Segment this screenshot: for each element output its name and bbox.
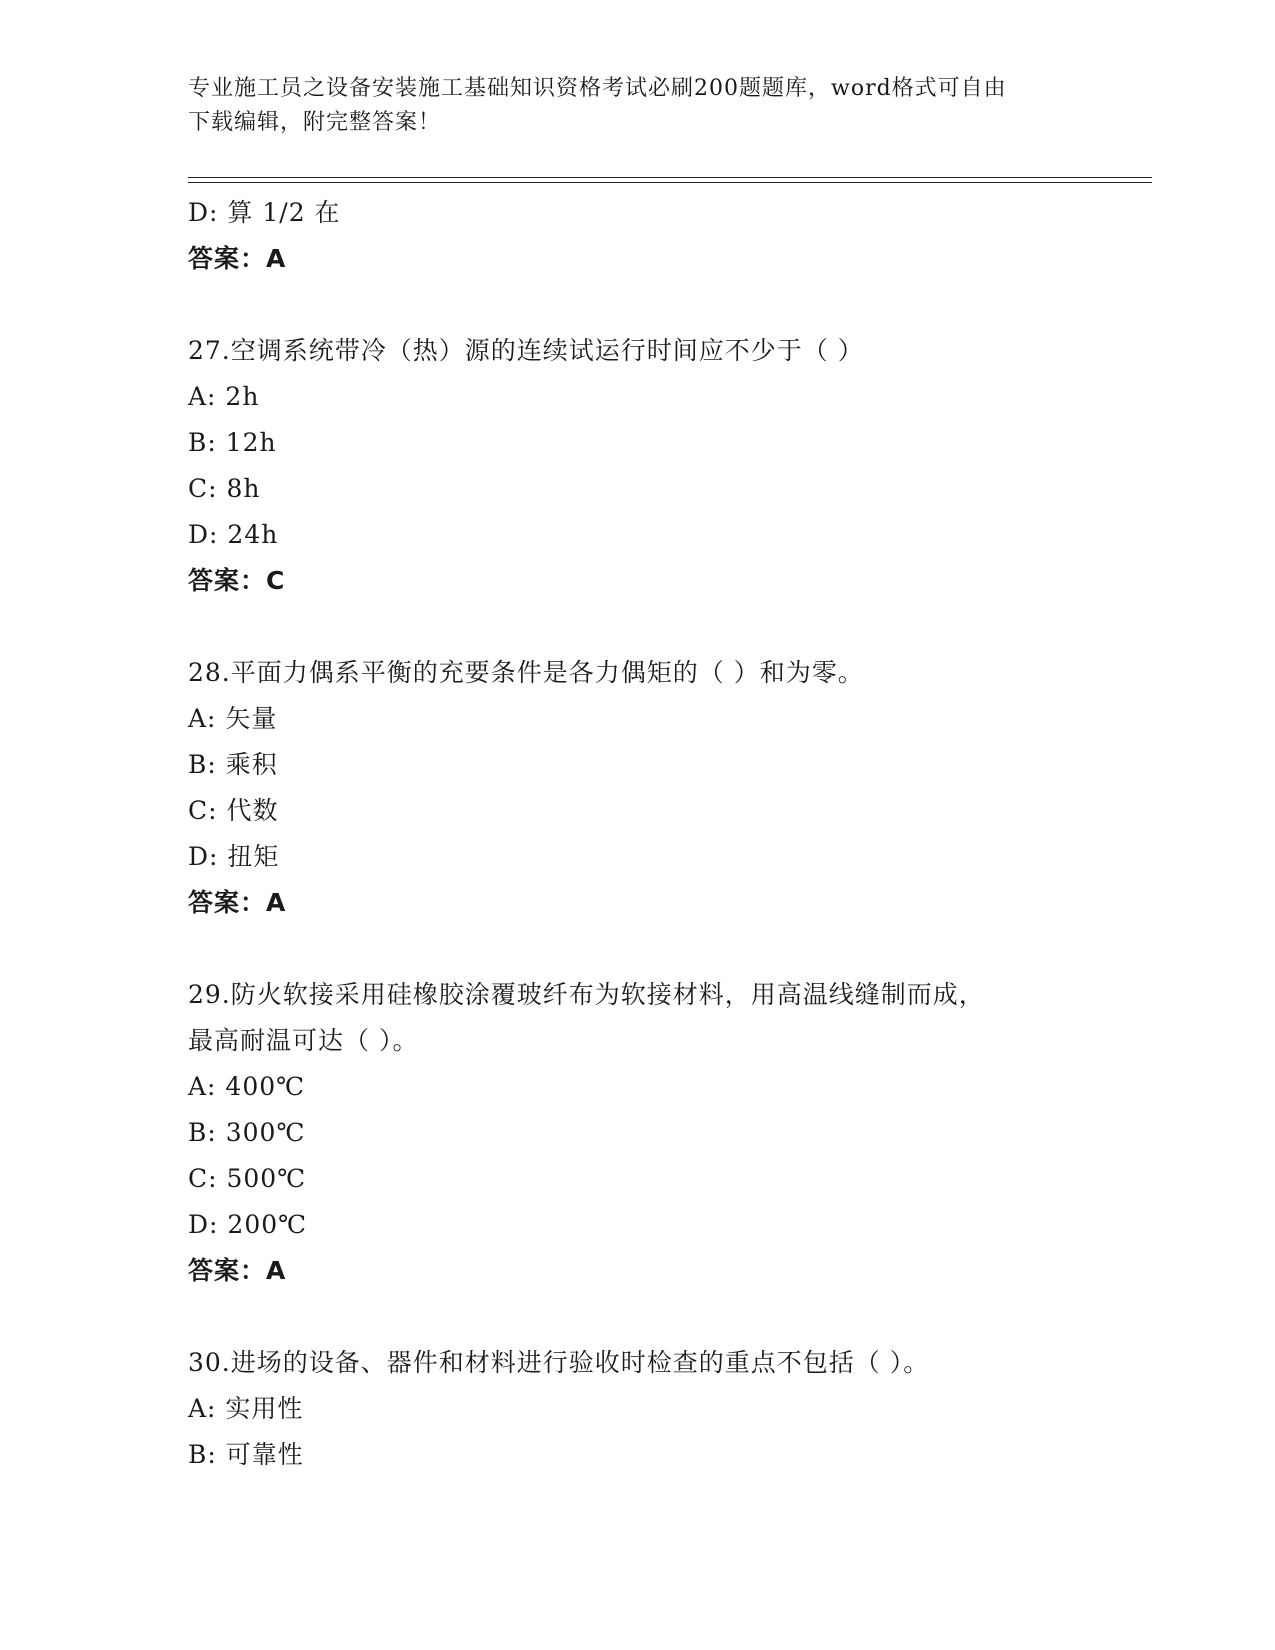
- spacer: [188, 282, 1148, 328]
- option-b: B: 乘积: [188, 750, 278, 779]
- answer: 答案：C: [188, 566, 286, 595]
- header-rule-bottom: [188, 182, 1152, 183]
- answer: 答案：A: [188, 888, 287, 917]
- header-title-line-2: 下载编辑，附完整答案！: [188, 110, 442, 135]
- option-b: B: 可靠性: [188, 1440, 304, 1469]
- option-a: A: 实用性: [188, 1394, 304, 1423]
- spacer: [188, 926, 1148, 972]
- answer: 答案：A: [188, 244, 287, 273]
- option-d: D: 扭矩: [188, 842, 280, 871]
- document-body: [188, 190, 1148, 1478]
- option-a: A: 400℃: [188, 1072, 306, 1101]
- question-stem: 30.进场的设备、器件和材料进行验收时检查的重点不包括（ ）。: [188, 1348, 930, 1377]
- option-c: C: 代数: [188, 796, 279, 825]
- option-a: A: 矢量: [188, 704, 278, 733]
- option-d: D: 24h: [188, 520, 279, 549]
- option-d: D: 算 1/2 在: [188, 198, 341, 227]
- document-header: [188, 72, 1088, 140]
- option-b: B: 300℃: [188, 1118, 306, 1147]
- answer: 答案：A: [188, 1256, 287, 1285]
- question-stem: 28.平面力偶系平衡的充要条件是各力偶矩的（ ）和为零。: [188, 658, 864, 687]
- option-d: D: 200℃: [188, 1210, 308, 1239]
- option-a: A: 2h: [188, 382, 260, 411]
- question-30: [188, 1340, 1148, 1478]
- question-29: [188, 972, 1148, 1294]
- question-26-tail: [188, 190, 1148, 282]
- question-stem-line-1: 29.防火软接采用硅橡胶涂覆玻纤布为软接材料，用高温线缝制而成，: [188, 980, 985, 1009]
- spacer: [188, 604, 1148, 650]
- header-title-line-1: 专业施工员之设备安装施工基础知识资格考试必刷200题题库，word格式可自由: [188, 76, 1007, 101]
- option-c: C: 500℃: [188, 1164, 307, 1193]
- option-c: C: 8h: [188, 474, 261, 503]
- option-b: B: 12h: [188, 428, 277, 457]
- question-stem: 27.空调系统带冷（热）源的连续试运行时间应不少于（ ）: [188, 336, 864, 365]
- spacer: [188, 1294, 1148, 1340]
- header-rule-top: [188, 177, 1152, 178]
- question-27: [188, 328, 1148, 604]
- question-stem-line-2: 最高耐温可达（ ）。: [188, 1026, 419, 1055]
- question-28: [188, 650, 1148, 926]
